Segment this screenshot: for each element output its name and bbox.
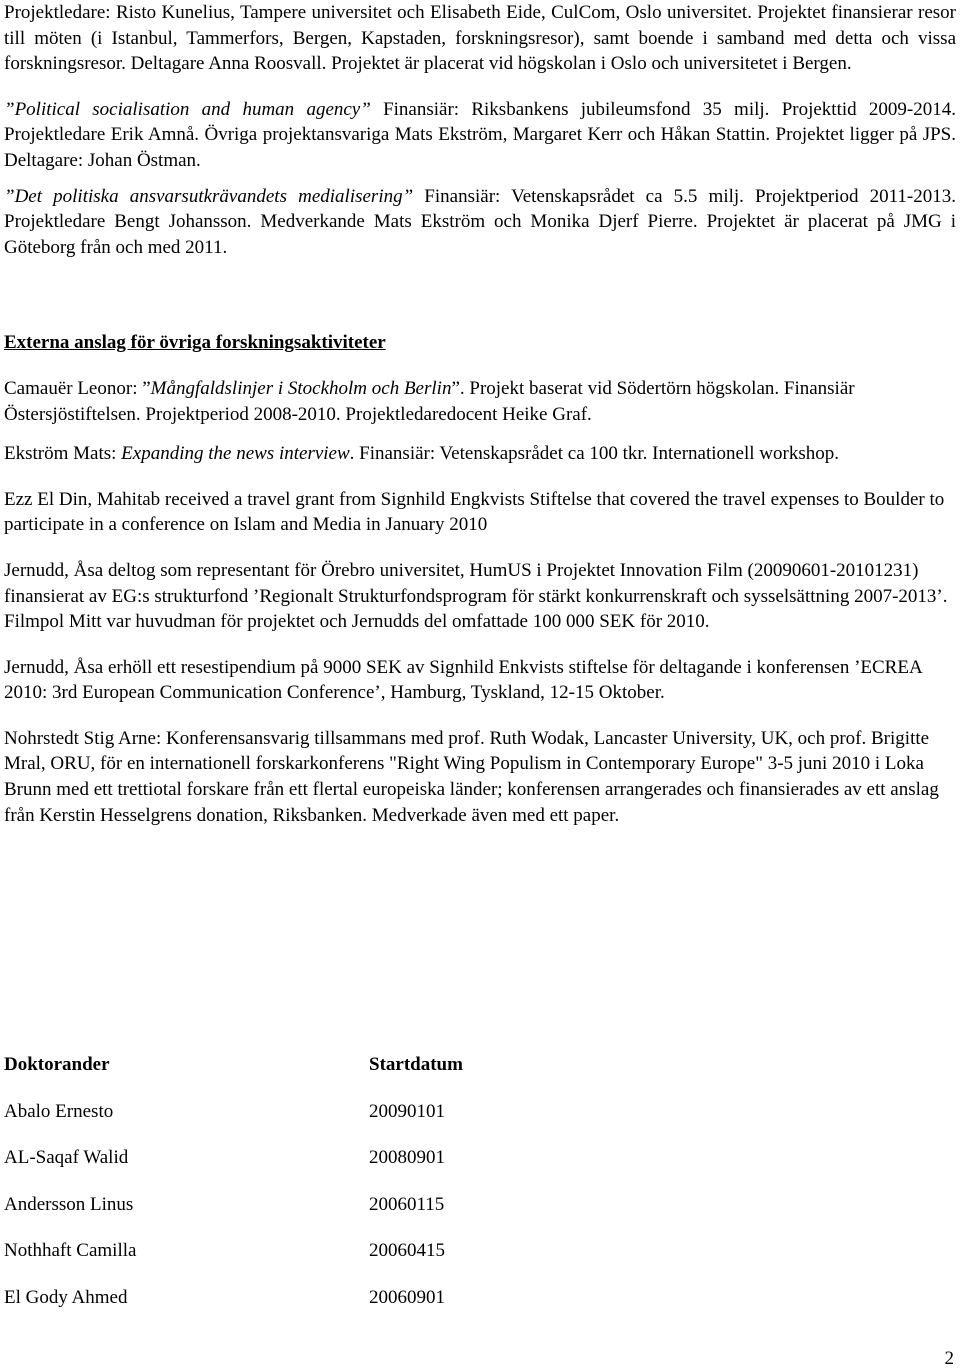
column-header-startdatum: Startdatum (369, 1054, 463, 1075)
column-header-doktorander: Doktorander (4, 1054, 110, 1075)
table-row (4, 1145, 604, 1192)
project-title: ”Political socialisation and human agency” (4, 98, 371, 120)
entry-ezz-el-din: Ezz El Din, Mahitab received a travel grant from Signhild Engkvists Stiftelse that covered the travel expenses to Boulder to participate in a conference on Islam and Media in January 2010 (4, 488, 945, 536)
table-header-row (4, 1052, 604, 1099)
doctoral-students-table (4, 1052, 604, 1331)
student-name: Abalo Ernesto (4, 1100, 114, 1122)
start-date: 20090101 (369, 1100, 445, 1122)
entry-title: Expanding the news interview (121, 443, 350, 465)
entry-title: Mångfaldslinjer i Stockholm och Berlin (150, 377, 452, 399)
entry-jernudd-ecrea: Jernudd, Åsa erhöll ett resestipendium på 9000 SEK av Signhild Enkvists stiftelse för deltagande i konferensen ’ECREA 2010: 3rd European Communication Conference’, Hamburg, Tyskland, 12-15 Oktober. (4, 656, 922, 704)
entry-nohrstedt: Nohrstedt Stig Arne: Konferensansvarig tillsammans med prof. Ruth Wodak, Lancaster University, UK, och prof. Brigitte Mral, ORU, för en internationell forskarkonferens "Right Wing Populism in Contemporary Europe" 3-5 juni 2010 i Loka Brunn med ett trettiotal forskare från ett flertal europeiska länder; konferensen arrangerades och finansierades av ett anslag från Kerstin Hesselgrens donation, Riksbanken. Medverkade även med ett paper. (4, 727, 939, 826)
section-heading: Externa anslag för övriga forskningsaktiviteter (4, 332, 386, 354)
page-number: 2 (944, 1348, 954, 1369)
start-date: 20060115 (369, 1193, 445, 1215)
paragraph-medialisering (4, 184, 956, 261)
student-name: Nothhaft Camilla (4, 1240, 137, 1261)
entry-text: ”. Projekt baserat vid Södertörn högskolan. Finansiär Östersjöstiftelsen. Projektperiod 2008-2010. Projektledaredocent Heike Graf. (4, 377, 855, 425)
entry-ekstrom (4, 441, 956, 467)
student-name: AL-Saqaf Walid (4, 1147, 129, 1168)
table-row (4, 1192, 604, 1239)
start-date: 20080901 (369, 1147, 445, 1168)
student-name: Andersson Linus (4, 1193, 134, 1215)
entry-text: . Finansiär: Vetenskapsrådet ca 100 tkr. Internationell workshop. (349, 443, 839, 465)
document-page (4, 0, 956, 828)
entry-text: Ekström Mats: (4, 443, 122, 465)
student-name: El Gody Ahmed (4, 1286, 128, 1308)
start-date: 20060415 (369, 1240, 445, 1261)
project-details: Finansiär: Vetenskapsrådet ca 5.5 milj. Projektperiod 2011-2013. Projektledare Bengt Johansson. Medverkande Mats Ekström och Monika Djerf Pierre. Projektet är placerat på JMG i Göteborg från och med 2011. (4, 185, 956, 258)
project-details: Finansiär: Riksbankens jubileumsfond 35 milj. Projekttid 2009-2014. Projektledare Erik Amnå. Övriga projektansvariga Mats Ekström, Margaret Kerr och Håkan Stattin. Projektet ligger på JPS. Deltagare: Johan Östman. (4, 98, 956, 171)
entry-camauer (4, 376, 956, 427)
paragraph-political-socialisation (4, 97, 956, 174)
entry-jernudd-film: Jernudd, Åsa deltog som representant för Örebro universitet, HumUS i Projektet Innovation Film (20090601-20101231) finansierat av EG:s strukturfond ’Regionalt Strukturfondsprogram för stärkt konkurrenskraft och sysselsättning 2007-2013’. Filmpol Mitt var huvudman för projektet och Jernudds del omfattade 100 000 SEK för 2010. (4, 559, 948, 633)
table-row (4, 1238, 604, 1285)
start-date: 20060901 (369, 1286, 445, 1308)
paragraph-project-intro: Projektledare: Risto Kunelius, Tampere universitet och Elisabeth Eide, CulCom, Oslo universitet. Projektet finansierar resor till möten (i Istanbul, Tammerfors, Bergen, Kapstaden, forskningsresor), samt boende i samband med detta och vissa forskningsresor. Deltagare Anna Roosvall. Projektet är placerat vid högskolan i Oslo och universitetet i Bergen. (4, 2, 956, 75)
table-row (4, 1099, 604, 1146)
project-title: ”Det politiska ansvarsutkrävandets medialisering” (4, 185, 414, 207)
entry-text: Camauër Leonor: ” (4, 377, 151, 399)
table-row (4, 1285, 604, 1332)
